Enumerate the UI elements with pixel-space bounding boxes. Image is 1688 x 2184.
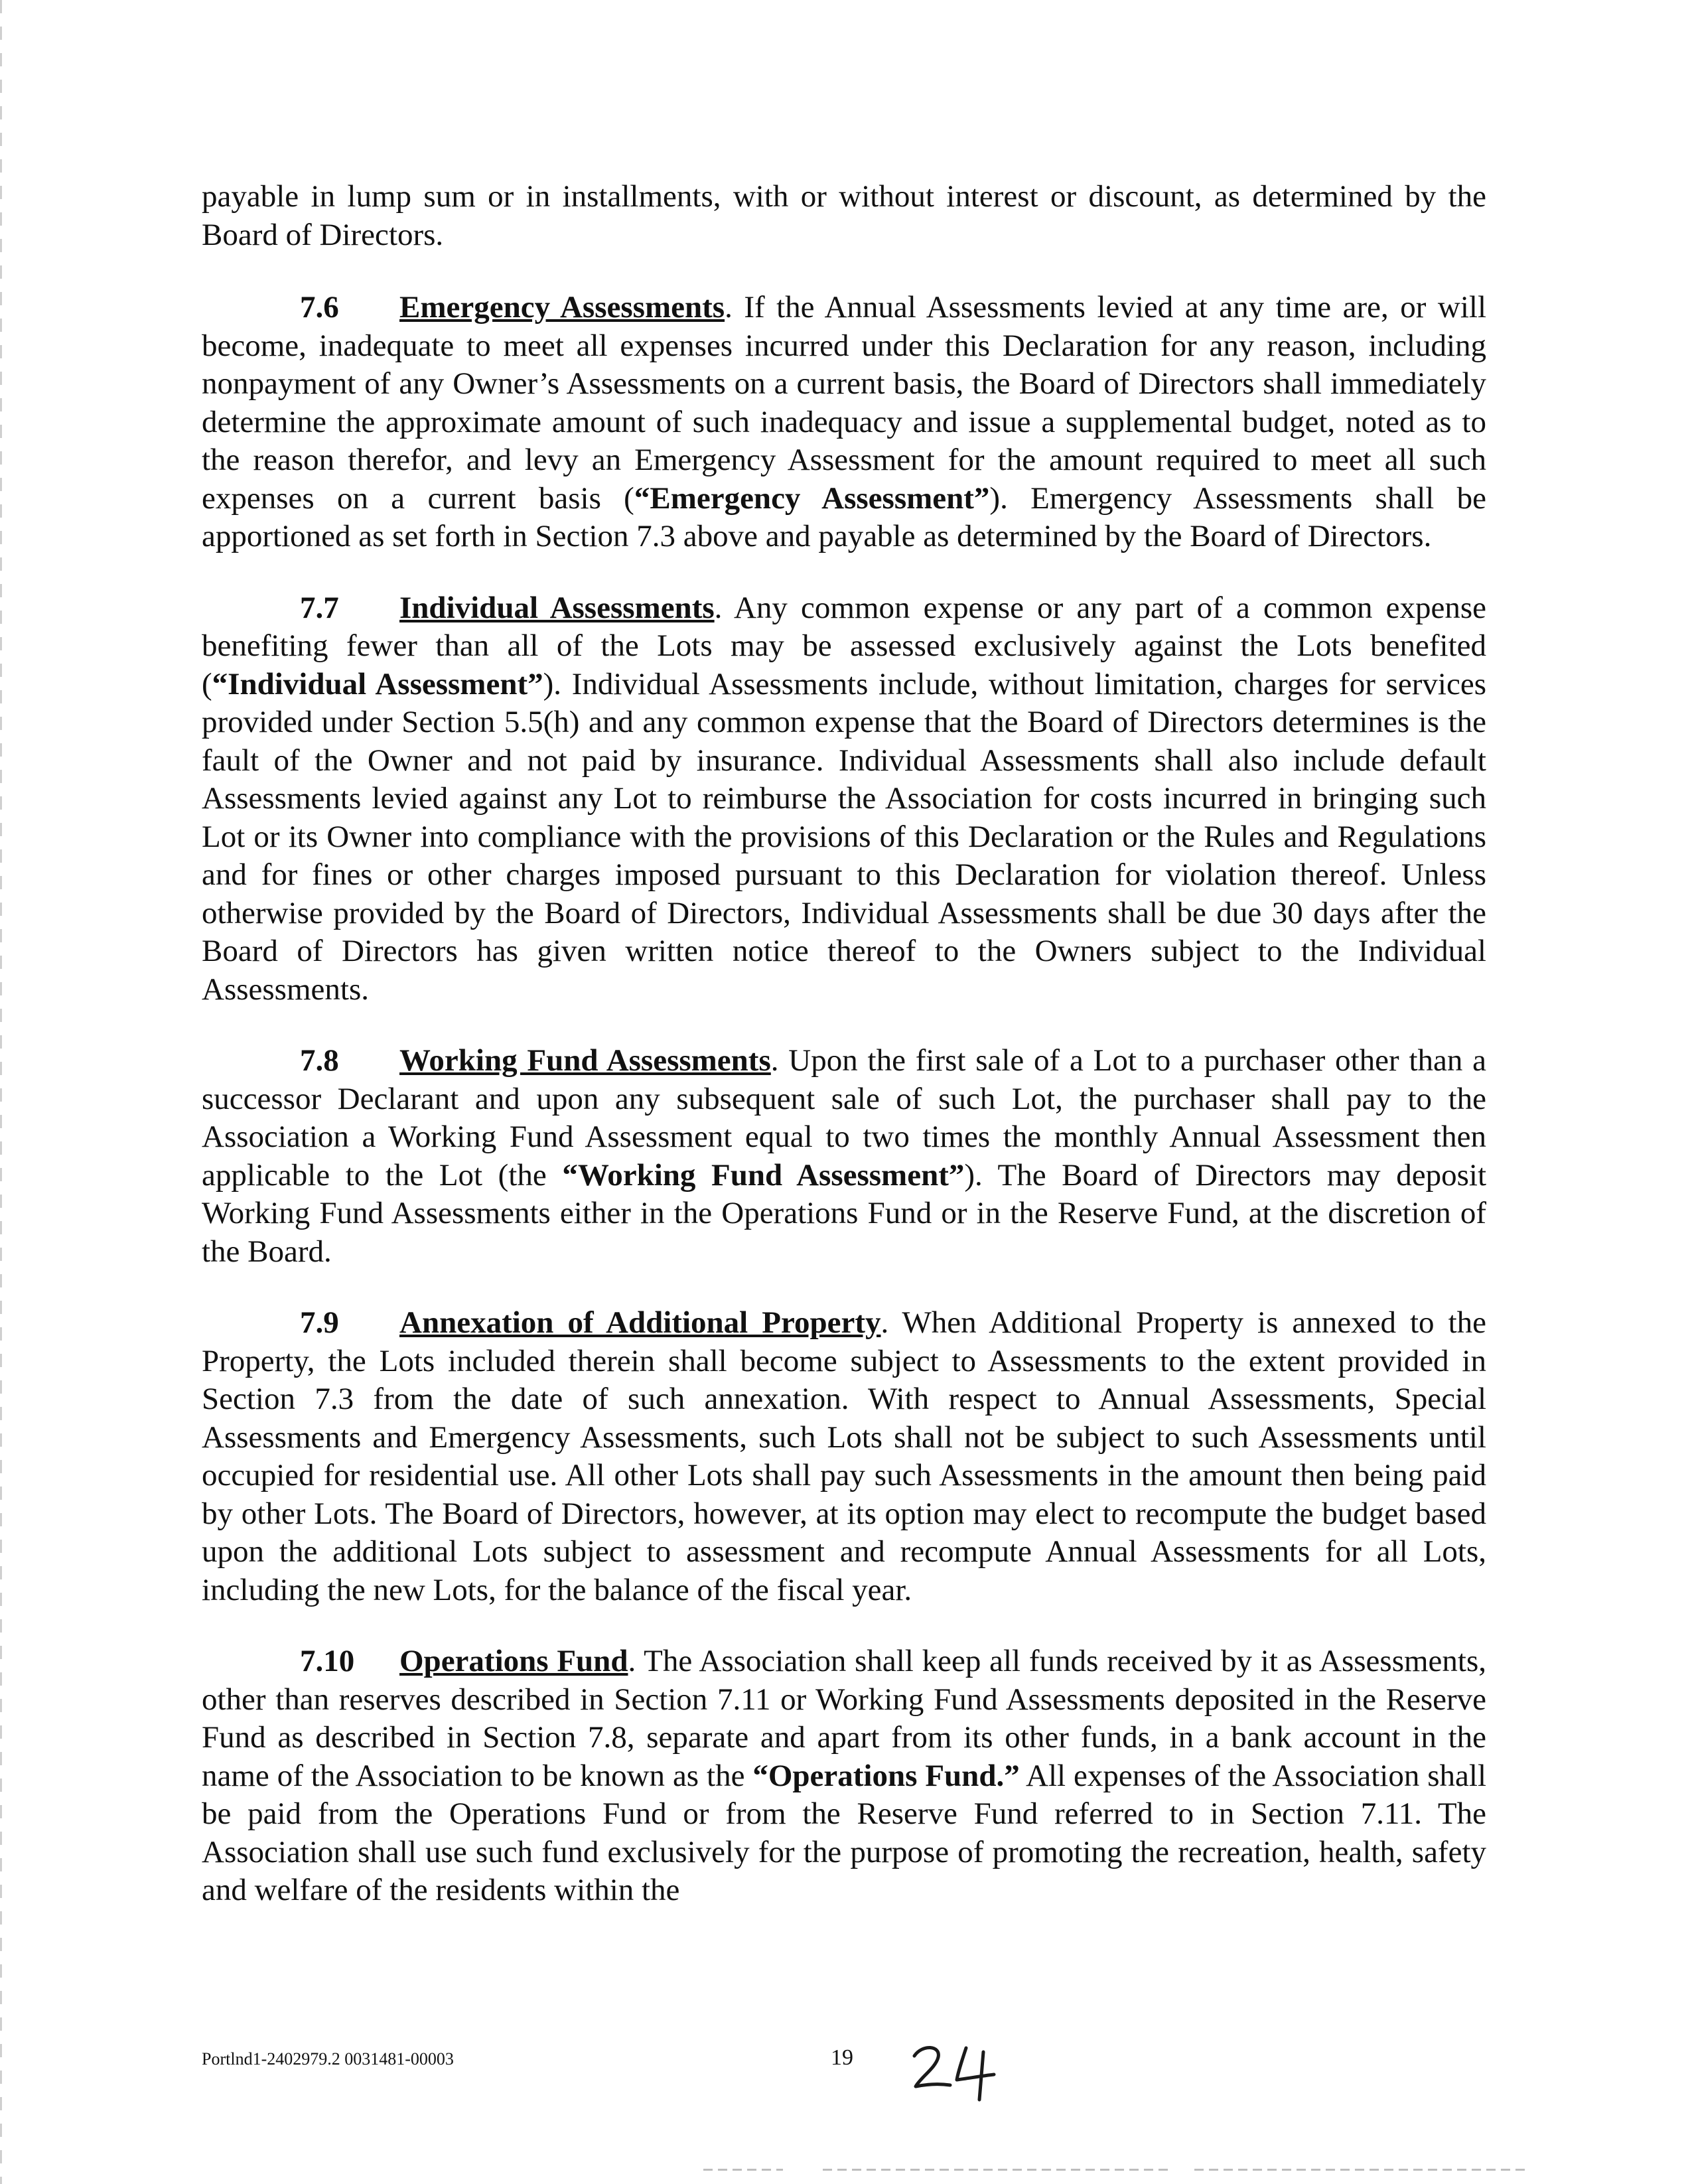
section-number: 7.6	[300, 290, 339, 325]
section-number: 7.9	[300, 1305, 339, 1340]
scan-bottom-dash	[823, 2169, 1168, 2171]
section-title: Individual Assessments	[399, 590, 715, 625]
section-7-10	[202, 1642, 1486, 1910]
section-title: Working Fund Assessments	[399, 1043, 771, 1078]
section-title: Annexation of Additional Property	[399, 1305, 881, 1340]
section-7-8	[202, 1042, 1486, 1271]
defined-term: “Operations Fund.”	[752, 1758, 1020, 1793]
paragraph-text: ). The Board of Directors may deposit Working Fund Assessments either in the Operations Fund or in the Reserve Fund, at the discretion of the Board.	[202, 1157, 1487, 1269]
section-7-6	[202, 289, 1486, 556]
paragraph-text: . Any common expense or any part of a common expense benefiting fewer than all of the Lots may be assessed exclusively against the Lots benefited (	[202, 590, 1486, 701]
paragraph-text: ). Individual Assessments include, without limitation, charges for services provided under Section 5.5(h) and any common expense that the Board of Directors determines is the fault of the Owner and not paid by insurance. Individual Assessments shall also include default Assessments levied against any Lot to reimburse the Association for costs incurred in bringing such Lot or its Owner into compliance with the provisions of this Declaration or the Rules and Regulations and for fines or other charges imposed pursuant to this Declaration for violation thereof. Unless otherwise provided by the Board of Directors, Individual Assessments shall be due 30 days after the Board of Directors has given written notice thereof to the Owners subject to the Individual Assessments.	[202, 666, 1486, 1007]
paragraph-text: . When Additional Property is annexed to the Property, the Lots included therein shall become subject to Assessments to the extent provided in Section 7.3 from the date of such annexation. With respect to Annual Assessments, Special Assessments and Emergency Assessments, such Lots shall not be subject to such Assessments until occupied for residential use. All other Lots shall pay such Assessments in the amount then being paid by other Lots. The Board of Directors, however, at its option may elect to recompute the budget based upon the additional Lots subject to assessment and recompute Annual Assessments for all Lots, including the new Lots, for the balance of the fiscal year.	[202, 1305, 1486, 1607]
body-text	[202, 178, 1486, 1943]
defined-term: “Individual Assessment”	[212, 666, 543, 701]
section-number: 7.7	[300, 590, 339, 625]
scan-edge-line	[0, 0, 2, 2184]
section-7-7	[202, 589, 1486, 1009]
defined-term: “Emergency Assessment”	[634, 480, 990, 516]
defined-term: “Working Fund Assessment”	[562, 1157, 965, 1193]
paragraph-text: All expenses of the Association shall be paid from the Operations Fund or from the Reserve Fund referred to in Section 7.11. The Association shall use such fund exclusively for the purpose of promoting the recreation, health, safety and welfare of the residents within the	[202, 1758, 1487, 1907]
section-number: 7.10	[300, 1644, 355, 1678]
paragraph-text: . The Association shall keep all funds received by it as Assessments, other than reserves described in Section 7.11 or Working Fund Assessments deposited in the Reserve Fund as described in Section 7.8, separate and apart from its other funds, in a bank account in the name of the Association to be known as the	[202, 1644, 1487, 1793]
section-number: 7.8	[300, 1043, 339, 1078]
paragraph-continuation	[202, 178, 1486, 254]
section-7-9	[202, 1304, 1486, 1609]
section-title: Emergency Assessments	[399, 290, 725, 325]
scan-bottom-dash	[703, 2169, 783, 2171]
paragraph-text: ). Emergency Assessments shall be apportioned as set forth in Section 7.3 above and payable as determined by the Board of Directors.	[202, 480, 1486, 553]
paragraph-text: payable in lump sum or in installments, with or without interest or discount, as determined by the Board of Directors.	[202, 179, 1486, 252]
page-number: 19	[831, 2045, 853, 2070]
scan-bottom-dash	[1194, 2169, 1526, 2171]
handwritten-page-mark	[909, 2037, 1002, 2104]
section-title: Operations Fund	[399, 1644, 628, 1678]
paragraph-text: . Upon the first sale of a Lot to a purchaser other than a successor Declarant and upon any subsequent sale of such Lot, the purchaser shall pay to the Association a Working Fund Assessment equal to two times the monthly Annual Assessment then applicable to the Lot (the	[202, 1043, 1486, 1193]
paragraph-text: . If the Annual Assessments levied at any time are, or will become, inadequate to meet all expenses incurred under this Declaration for any reason, including nonpayment of any Owner’s Assessments on a current basis, the Board of Directors shall immediately determine the approximate amount of such inadequacy and issue a supplemental budget, noted as to the reason therefor, and levy an Emergency Assessment for the amount required to meet all such expenses on a current basis (	[202, 290, 1486, 516]
footer-document-id: Portlnd1-2402979.2 0031481-00003	[202, 2049, 454, 2069]
